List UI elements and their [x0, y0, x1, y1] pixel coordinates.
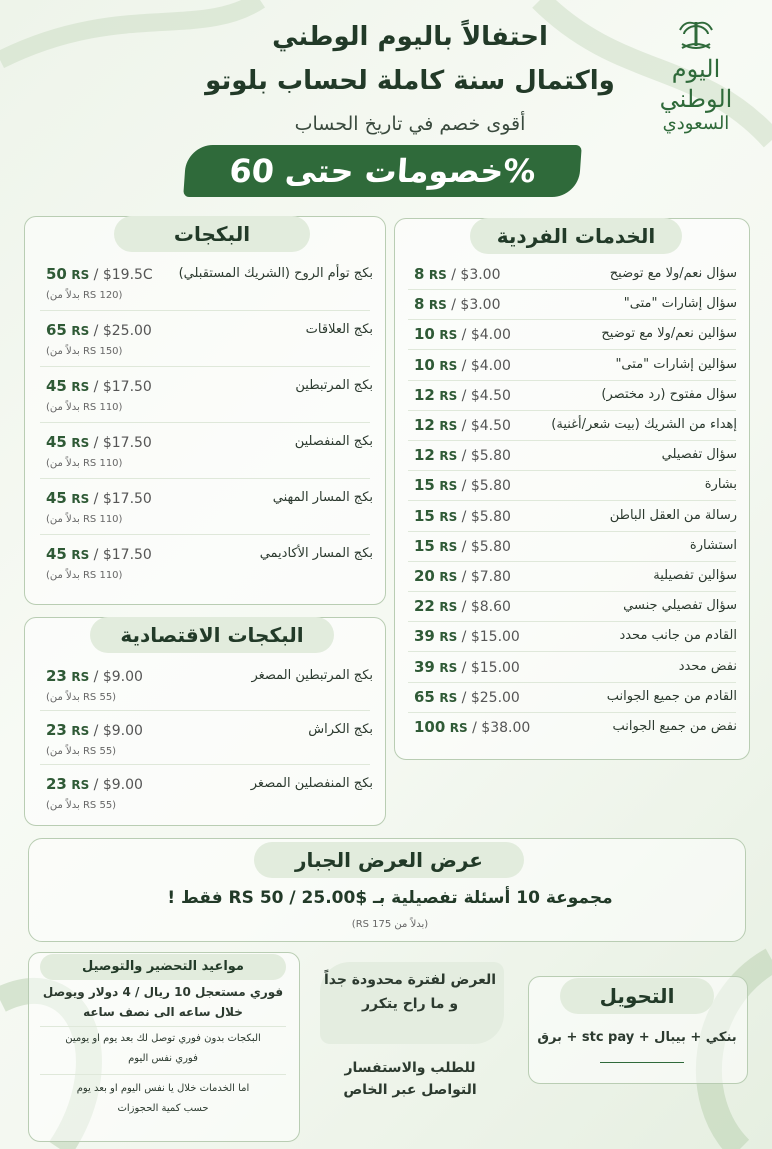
currency-rs: RS [71, 436, 90, 450]
price-rs: 15 [414, 536, 435, 555]
divider [408, 319, 736, 320]
palm-sword-icon [676, 16, 716, 56]
contact-line1: للطلب والاستفسار [344, 1060, 476, 1076]
package-name: بكج المسار الأكاديمي [259, 546, 373, 561]
price [414, 627, 520, 645]
price-separator: / [457, 387, 471, 404]
price [414, 476, 511, 494]
currency-rs: RS [439, 328, 458, 343]
economy-package-name: بكج المنفصلين المصغر [250, 776, 373, 791]
currency-rs: RS [439, 388, 458, 403]
divider [40, 366, 370, 367]
price-separator: / [457, 478, 471, 495]
currency-rs: RS [439, 419, 458, 433]
service-name: سؤالين تفصيلية [653, 568, 737, 583]
price-usd: $5.80 [470, 478, 511, 495]
price-separator: / [457, 538, 471, 555]
title-line2: واكتمال سنة كاملة لحساب بلوتو [205, 66, 615, 96]
currency-rs: RS [439, 449, 458, 464]
price [414, 658, 520, 676]
price-separator: / [89, 379, 103, 395]
currency-rs: RS [428, 268, 447, 282]
transfer-methods: بنكي + بيبال + stc pay + برق [537, 1030, 737, 1045]
service-name: سؤال مفتوح (رد مختصر) [601, 386, 737, 402]
price [414, 446, 511, 464]
price-rs: 39 [414, 627, 435, 646]
divider [40, 764, 370, 765]
price-rs: 39 [414, 657, 435, 676]
price-usd: $5.80 [470, 538, 511, 555]
currency-rs: RS [439, 630, 458, 645]
price [414, 265, 501, 283]
price [46, 721, 143, 739]
mega-offer-was: (بدلاً من RS 175) [351, 919, 429, 930]
delivery-p1a: فوري مستعجل 10 ريال / 4 دولار ويوصل [42, 985, 284, 999]
divider [40, 534, 370, 535]
price-separator: / [89, 669, 103, 685]
price-rs: 50 [46, 265, 67, 283]
currency-rs: RS [439, 570, 458, 584]
price [414, 356, 511, 374]
divider [408, 712, 736, 713]
price-rs: 15 [414, 476, 435, 495]
delivery-title: مواعيد التحضير والتوصيل [40, 954, 286, 980]
currency-rs: RS [71, 778, 90, 792]
price [46, 433, 152, 451]
service-name: استشارة [689, 537, 737, 553]
delivery-p1b: خلال ساعه الى نصف ساعه [83, 1005, 243, 1019]
price [414, 386, 511, 404]
currency-rs: RS [439, 600, 458, 615]
divider [408, 289, 736, 290]
logo-line2: السعودي [662, 113, 730, 134]
price-rs: 23 [46, 721, 67, 739]
mega-offer-title: عرض العرض الجبار [254, 842, 524, 878]
price-usd: $9.00 [102, 669, 143, 685]
package-was-price: (بدلاً من RS 110) [46, 458, 123, 469]
package-name: بكج المسار المهني [272, 490, 373, 505]
divider [40, 478, 370, 479]
divider [40, 1026, 286, 1027]
divider [408, 500, 736, 501]
divider [408, 591, 736, 592]
price-rs: 10 [414, 325, 435, 344]
package-was-price: (بدلاً من RS 110) [46, 514, 123, 525]
package-was-price: (بدلاً من RS 110) [46, 570, 123, 581]
price-usd: $3.00 [460, 297, 501, 314]
price [46, 775, 143, 793]
logo-line1: اليوم الوطني [659, 55, 733, 113]
delivery-p2b: فوري نفس اليوم [128, 1053, 198, 1064]
economy-was-price: (بدلاً من RS 55) [46, 800, 117, 811]
currency-rs: RS [439, 358, 458, 373]
limited-offer-line1: العرض لفترة محدودة جداً [323, 972, 497, 988]
package-name: بكج المنفصلين [294, 434, 373, 449]
price-usd: $9.00 [102, 777, 143, 793]
service-name: سؤال إشارات "متى" [623, 296, 737, 312]
price-separator: / [467, 720, 482, 736]
price-rs: 23 [46, 667, 67, 685]
currency-rs: RS [71, 548, 90, 562]
service-name: بشارة [704, 477, 737, 493]
price-usd: $17.50 [102, 547, 152, 563]
price-usd: $15.00 [470, 629, 520, 646]
service-name: سؤال نعم/ولا مع توضيح [609, 266, 737, 281]
service-name: القادم من جميع الجوانب [606, 688, 737, 704]
price-rs: 22 [414, 597, 435, 616]
price-usd: $7.80 [470, 569, 511, 585]
divider [408, 410, 736, 411]
price-rs: 65 [414, 687, 435, 706]
price-separator: / [457, 508, 471, 525]
price-separator: / [446, 297, 461, 314]
price [414, 718, 530, 736]
price-usd: $9.00 [102, 723, 143, 739]
package-name: بكج المرتبطين [295, 378, 373, 393]
price-rs: 23 [46, 775, 67, 793]
currency-rs: RS [71, 724, 90, 738]
currency-rs: RS [71, 492, 90, 506]
service-name: نفض من جميع الجوانب [612, 719, 737, 734]
price-rs: 10 [414, 355, 435, 374]
price-separator: / [457, 569, 471, 585]
price-separator: / [89, 723, 103, 739]
divider [408, 470, 736, 471]
price-separator: / [446, 267, 461, 283]
price [414, 416, 511, 434]
price-separator: / [457, 629, 471, 646]
delivery-p3a: اما الخدمات خلال يا نفس اليوم او بعد يوم [76, 1083, 250, 1094]
single-services-title: الخدمات الفردية [470, 218, 682, 254]
price-separator: / [89, 777, 103, 793]
currency-rs: RS [439, 479, 458, 494]
divider [40, 310, 370, 311]
divider [40, 422, 370, 423]
price-usd: $25.00 [102, 323, 152, 339]
price-usd: $17.50 [102, 435, 152, 451]
delivery-p3b: حسب كمية الحجوزات [117, 1103, 209, 1114]
price [414, 567, 511, 585]
currency-rs: RS [71, 268, 90, 282]
price-separator: / [89, 547, 103, 563]
divider [40, 710, 370, 711]
package-was-price: (بدلاً من RS 150) [46, 346, 123, 357]
price [414, 688, 520, 706]
package-was-price: (بدلاً من RS 120) [46, 290, 123, 301]
price-usd: $4.00 [470, 357, 511, 374]
service-name: إهداء من الشريك (بيت شعر/أغنية) [551, 417, 737, 432]
currency-rs: RS [71, 670, 90, 684]
price-separator: / [457, 327, 471, 344]
divider [408, 531, 736, 532]
price-usd: $4.50 [470, 387, 511, 404]
price-usd: $25.00 [470, 689, 520, 706]
currency-rs: RS [439, 539, 458, 554]
national-day-logo [636, 14, 756, 134]
package-was-price: (بدلاً من RS 110) [46, 402, 123, 413]
package-name: بكج توأم الروح (الشريك المستقبلي) [178, 266, 373, 281]
discount-banner: خصومات حتى 60% [183, 145, 582, 197]
delivery-p2a: البكجات بدون فوري توصل لك بعد يوم او يومين [65, 1033, 261, 1044]
divider [40, 1074, 286, 1075]
price-rs: 8 [414, 295, 425, 314]
price [46, 545, 152, 563]
divider [408, 440, 736, 441]
service-name: سؤال تفصيلي [661, 447, 737, 463]
transfer-title: التحويل [560, 978, 714, 1014]
economy-package-name: بكج الكراش [308, 722, 373, 737]
price-usd: $5.80 [470, 508, 511, 525]
divider [408, 380, 736, 381]
price-separator: / [457, 357, 471, 374]
price-rs: 20 [414, 567, 435, 585]
price-separator: / [89, 435, 103, 451]
currency-rs: RS [71, 380, 90, 394]
service-name: سؤالين إشارات "متى" [615, 356, 737, 372]
price-rs: 65 [46, 321, 67, 339]
currency-rs: RS [449, 721, 468, 735]
price-separator: / [457, 689, 471, 706]
service-name: سؤال تفصيلي جنسي [623, 598, 737, 614]
service-name: سؤالين نعم/ولا مع توضيح [601, 326, 737, 342]
contact-line2: التواصل عبر الخاص [343, 1082, 477, 1098]
divider [408, 349, 736, 350]
price-separator: / [89, 491, 103, 507]
price-usd: $17.50 [102, 379, 152, 395]
service-name: نفض محدد [678, 658, 737, 674]
price-usd: $17.50 [102, 491, 152, 507]
price [46, 265, 153, 283]
price-usd: $4.00 [470, 327, 511, 344]
price-usd: $5.80 [470, 448, 511, 465]
currency-rs: RS [71, 324, 90, 338]
price-rs: 45 [46, 433, 67, 451]
package-name: بكج العلاقات [305, 322, 373, 337]
price-rs: 8 [414, 265, 425, 283]
price-separator: / [457, 659, 471, 676]
currency-rs: RS [439, 660, 458, 675]
packages-title: البكجات [114, 216, 310, 252]
price-usd: $4.50 [470, 418, 511, 434]
economy-was-price: (بدلاً من RS 55) [46, 692, 117, 703]
price-rs: 12 [414, 416, 435, 434]
price [414, 325, 511, 343]
price-rs: 15 [414, 506, 435, 525]
price-separator: / [89, 323, 103, 339]
price-usd: $19.5C [102, 267, 153, 283]
limited-offer-line2: و ما راح يتكرر [361, 996, 459, 1012]
currency-rs: RS [439, 690, 458, 705]
price [414, 537, 511, 555]
price [414, 597, 511, 615]
price-separator: / [457, 448, 471, 465]
price [414, 295, 501, 313]
mega-offer-text: مجموعة 10 أسئلة تفصيلية بـ $25.00 / 50 RS فقط ! [167, 888, 613, 908]
price-rs: 100 [414, 718, 446, 736]
service-name: القادم من جانب محدد [619, 628, 737, 644]
subtitle: أقوى خصم في تاريخ الحساب [294, 113, 526, 135]
price-separator: / [457, 599, 471, 616]
title-line1: احتفالاً باليوم الوطني [272, 22, 548, 52]
price-usd: $3.00 [460, 267, 501, 283]
service-name: رسالة من العقل الباطن [609, 507, 737, 523]
price [46, 321, 152, 339]
price-rs: 12 [414, 385, 435, 404]
price-separator: / [457, 418, 471, 434]
price-rs: 45 [46, 489, 67, 507]
divider [408, 682, 736, 683]
economy-package-name: بكج المرتبطين المصغر [251, 668, 373, 683]
price-rs: 45 [46, 545, 67, 563]
price-usd: $8.60 [470, 599, 511, 616]
currency-rs: RS [428, 298, 447, 313]
divider [600, 1062, 684, 1063]
economy-was-price: (بدلاً من RS 55) [46, 746, 117, 757]
price-usd: $15.00 [470, 659, 520, 676]
divider [408, 561, 736, 562]
divider [408, 621, 736, 622]
price-separator: / [89, 267, 103, 283]
price [46, 489, 152, 507]
price [46, 377, 152, 395]
price-rs: 45 [46, 377, 67, 395]
price [46, 667, 143, 685]
price-rs: 12 [414, 446, 435, 465]
price [414, 507, 511, 525]
currency-rs: RS [439, 509, 458, 524]
price-usd: $38.00 [481, 720, 531, 736]
divider [408, 651, 736, 652]
economy-packages-title: البكجات الاقتصادية [90, 617, 334, 653]
